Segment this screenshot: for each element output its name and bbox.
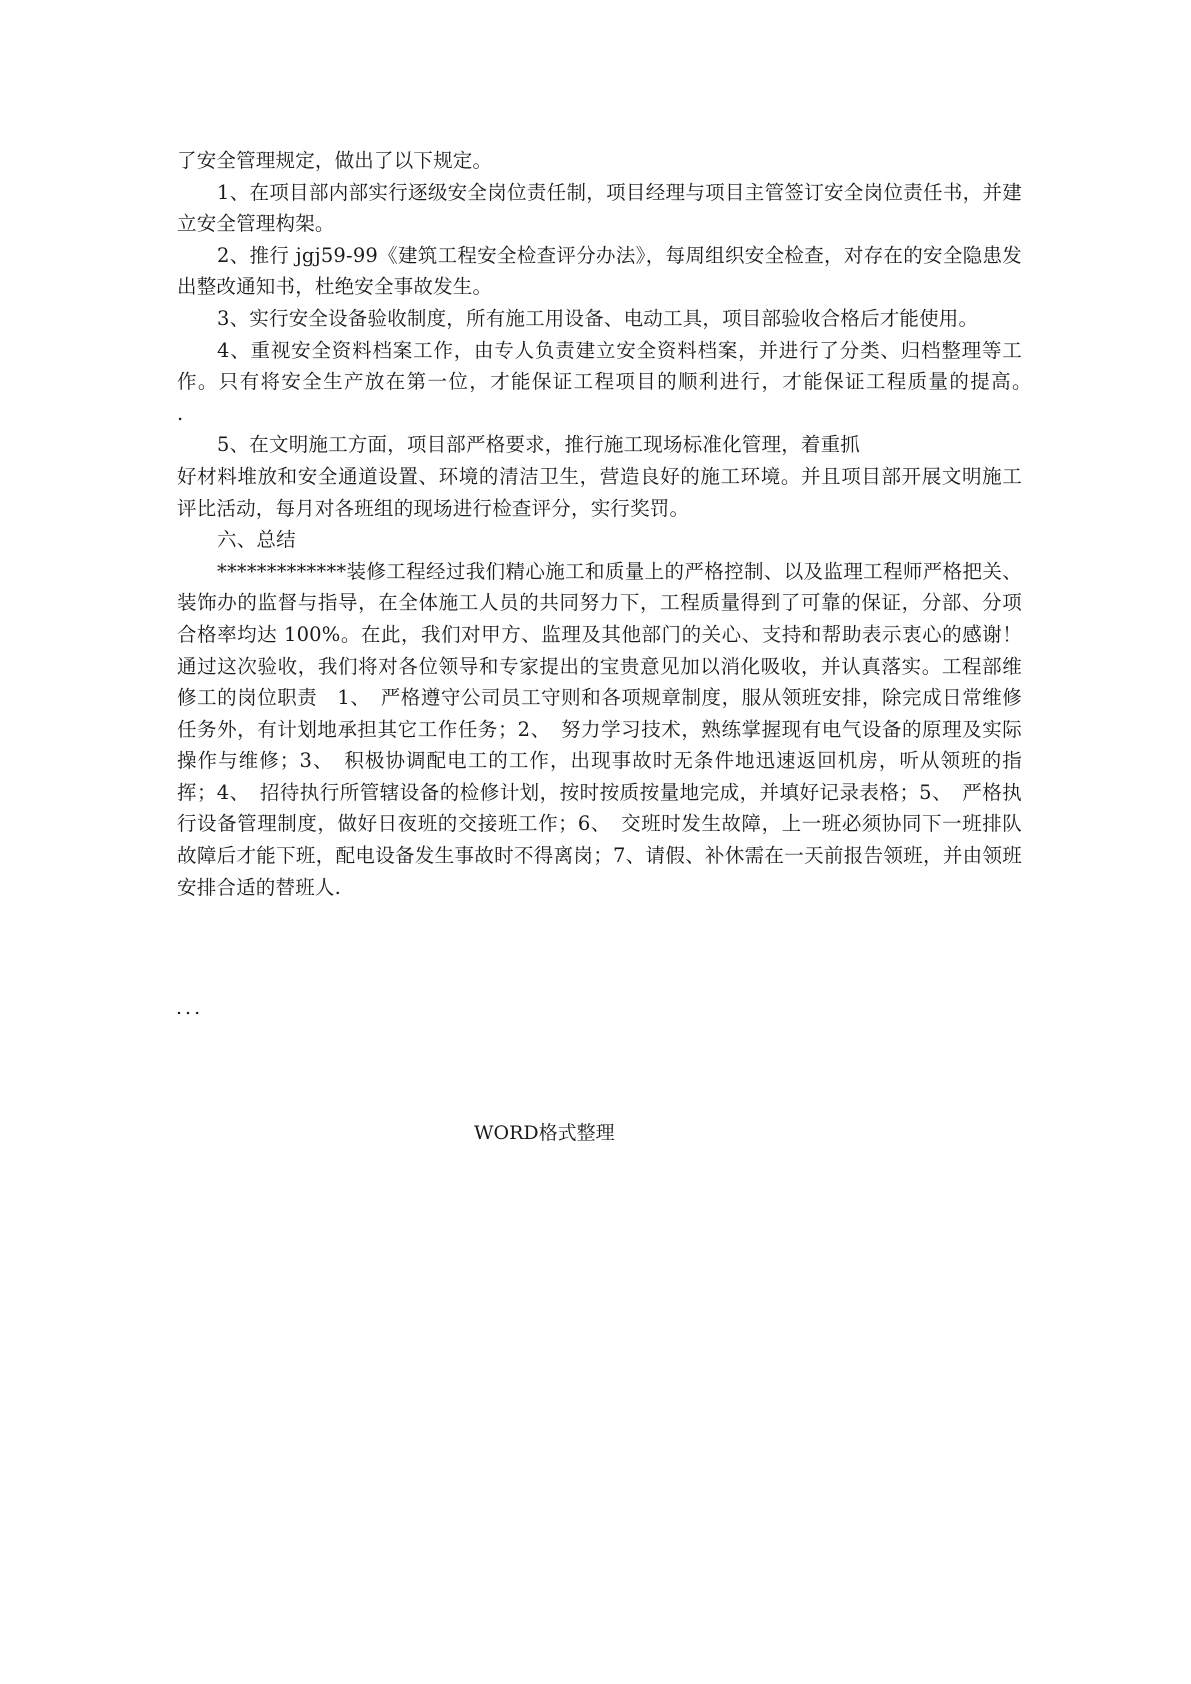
paragraph-item-5: 5、在文明施工方面，项目部严格要求，推行施工现场标准化管理，着重抓 xyxy=(217,433,861,457)
paragraph-continuation: 了安全管理规定，做出了以下规定。 xyxy=(177,149,493,172)
paragraph-item-1: 1、在项目部内部实行逐级安全岗位责任制，项目经理与项目主管签订安全岗位责任书，并建立安全管理构架。 xyxy=(177,180,1022,236)
document-body xyxy=(177,145,1068,903)
paragraph-item-2: 2、推行 jgj59-99《建筑工程安全检查评分办法》，每周组织安全检查，对存在的安全隐患发出整改通知书，杜绝安全事故发生。 xyxy=(177,243,1022,299)
section-heading-summary: 六、总结 xyxy=(217,528,296,552)
paragraph-item-4: 4、重视安全资料档案工作，由专人负责建立安全资料档案，并进行了分类、归档整理等工作。只有将安全生产放在第一位，才能保证工程项目的顺利进行，才能保证工程质量的提高。 . xyxy=(177,338,1068,425)
footer-text: WORD格式整理 xyxy=(474,1122,615,1144)
paragraph-item-3: 3、实行安全设备验收制度，所有施工用设备、电动工具，项目部验收合格后才能使用。 xyxy=(217,306,979,330)
paragraph-item-5-continued: 好材料堆放和安全通道设置、环境的清洁卫生，营造良好的施工环境。并且项目部开展文明施工评比活动，每月对各班组的现场进行检查评分，实行奖罚。 xyxy=(177,464,1022,520)
paragraph-summary: *************装修工程经过我们精心施工和质量上的严格控制、以及监理工程师严格把关、装饰办的监督与指导，在全体施工人员的共同努力下，工程质量得到了可靠的保证，分部、分项合格率均达 100%。在此，我们对甲方、监理及其他部门的关心、支持和帮助表示衷心的感谢！通过这次验收，我们将对各位领导和专家提出的宝贵意见加以消化吸收，并认真落实。工程部维修工的岗位职责 1、 严格遵守公司员工守则和各项规章制度，服从领班安排，除完成日常维修任务外，有计划地承担其它工作任务；2、 努力学习技术，熟练掌握现有电气设备的原理及实际操作与维修；3、 积极协调配电工的工作，出现事故时无条件地迅速返回机房，听从领班的指挥；4、 招待执行所管辖设备的检修计划，按时按质按量地完成，并填好记录表格；5、 严格执行设备管理制度，做好日夜班的交接班工作；6、 交班时发生故障，上一班必须协同下一班排队故障后才能下班，配电设备发生事故时不得离岗；7、请假、补休需在一天前报告领班，并由领班安排合适的替班人. xyxy=(177,559,1022,899)
ellipsis-marker: ... xyxy=(176,997,204,1019)
